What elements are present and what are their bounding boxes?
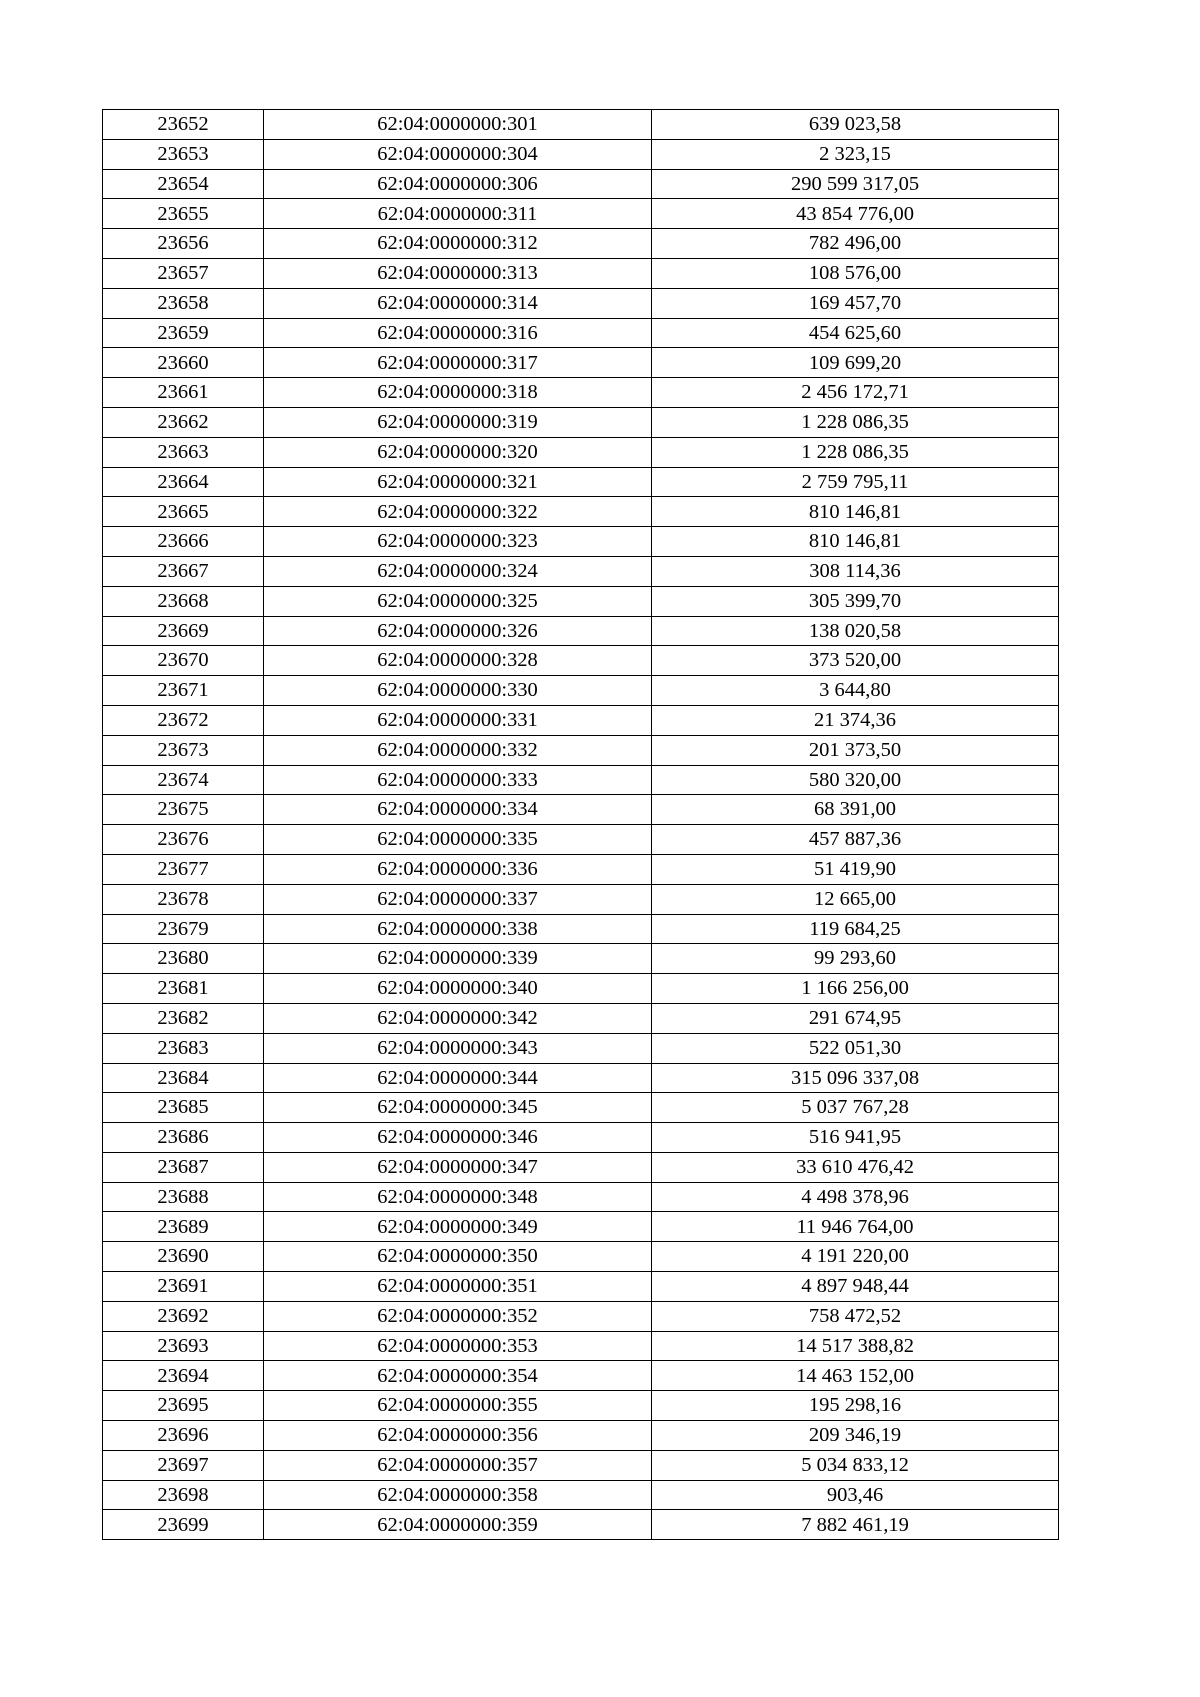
cadastral-number-cell: 62:04:0000000:331: [264, 705, 652, 735]
cadastral-value-cell: 810 146,81: [652, 497, 1059, 527]
cadastral-number-cell: 62:04:0000000:356: [264, 1421, 652, 1451]
cadastral-number-cell: 62:04:0000000:359: [264, 1510, 652, 1540]
cadastral-number-cell: 62:04:0000000:334: [264, 795, 652, 825]
table-row: [103, 854, 1059, 884]
row-number-cell: 23664: [103, 467, 264, 497]
table-row: [103, 884, 1059, 914]
cadastral-number-cell: 62:04:0000000:354: [264, 1361, 652, 1391]
table-row: [103, 199, 1059, 229]
table-row: [103, 616, 1059, 646]
cadastral-value-cell: 109 699,20: [652, 348, 1059, 378]
cadastral-number-cell: 62:04:0000000:357: [264, 1450, 652, 1480]
table-row: [103, 348, 1059, 378]
cadastral-number-cell: 62:04:0000000:301: [264, 110, 652, 140]
row-number-cell: 23654: [103, 169, 264, 199]
row-number-cell: 23684: [103, 1063, 264, 1093]
cadastral-number-cell: 62:04:0000000:352: [264, 1301, 652, 1331]
table-row: [103, 1331, 1059, 1361]
row-number-cell: 23660: [103, 348, 264, 378]
table-row: [103, 288, 1059, 318]
table-body: [103, 110, 1059, 1540]
cadastral-value-cell: 1 228 086,35: [652, 407, 1059, 437]
cadastral-value-cell: 522 051,30: [652, 1033, 1059, 1063]
cadastral-value-cell: 4 897 948,44: [652, 1272, 1059, 1302]
cadastral-value-cell: 169 457,70: [652, 288, 1059, 318]
table-row: [103, 378, 1059, 408]
cadastral-value-cell: 454 625,60: [652, 318, 1059, 348]
cadastral-value-cell: 516 941,95: [652, 1123, 1059, 1153]
cadastral-value-cell: 2 759 795,11: [652, 467, 1059, 497]
cadastral-number-cell: 62:04:0000000:337: [264, 884, 652, 914]
cadastral-number-cell: 62:04:0000000:317: [264, 348, 652, 378]
row-number-cell: 23665: [103, 497, 264, 527]
cadastral-number-cell: 62:04:0000000:314: [264, 288, 652, 318]
cadastral-value-cell: 119 684,25: [652, 914, 1059, 944]
table-row: [103, 467, 1059, 497]
cadastral-value-cell: 11 946 764,00: [652, 1212, 1059, 1242]
row-number-cell: 23678: [103, 884, 264, 914]
table-row: [103, 1272, 1059, 1302]
cadastral-value-cell: 4 498 378,96: [652, 1182, 1059, 1212]
cadastral-value-cell: 68 391,00: [652, 795, 1059, 825]
row-number-cell: 23682: [103, 1003, 264, 1033]
cadastral-value-table: [102, 109, 1059, 1540]
cadastral-number-cell: 62:04:0000000:355: [264, 1391, 652, 1421]
table-row: [103, 1063, 1059, 1093]
row-number-cell: 23699: [103, 1510, 264, 1540]
row-number-cell: 23656: [103, 229, 264, 259]
cadastral-number-cell: 62:04:0000000:330: [264, 676, 652, 706]
table-row: [103, 407, 1059, 437]
cadastral-value-cell: 7 882 461,19: [652, 1510, 1059, 1540]
row-number-cell: 23667: [103, 556, 264, 586]
cadastral-value-cell: 14 463 152,00: [652, 1361, 1059, 1391]
row-number-cell: 23659: [103, 318, 264, 348]
row-number-cell: 23687: [103, 1152, 264, 1182]
row-number-cell: 23689: [103, 1212, 264, 1242]
row-number-cell: 23694: [103, 1361, 264, 1391]
cadastral-value-cell: 373 520,00: [652, 646, 1059, 676]
table-row: [103, 646, 1059, 676]
table-row: [103, 1182, 1059, 1212]
cadastral-number-cell: 62:04:0000000:311: [264, 199, 652, 229]
row-number-cell: 23658: [103, 288, 264, 318]
cadastral-number-cell: 62:04:0000000:322: [264, 497, 652, 527]
cadastral-number-cell: 62:04:0000000:338: [264, 914, 652, 944]
table-row: [103, 765, 1059, 795]
row-number-cell: 23663: [103, 437, 264, 467]
table-row: [103, 1003, 1059, 1033]
row-number-cell: 23686: [103, 1123, 264, 1153]
cadastral-value-cell: 3 644,80: [652, 676, 1059, 706]
table-row: [103, 258, 1059, 288]
row-number-cell: 23690: [103, 1242, 264, 1272]
table-row: [103, 1391, 1059, 1421]
table-row: [103, 735, 1059, 765]
row-number-cell: 23655: [103, 199, 264, 229]
cadastral-value-cell: 2 456 172,71: [652, 378, 1059, 408]
cadastral-number-cell: 62:04:0000000:318: [264, 378, 652, 408]
table-row: [103, 1093, 1059, 1123]
table-row: [103, 586, 1059, 616]
cadastral-value-cell: 5 037 767,28: [652, 1093, 1059, 1123]
table-row: [103, 944, 1059, 974]
cadastral-number-cell: 62:04:0000000:339: [264, 944, 652, 974]
cadastral-value-cell: 1 166 256,00: [652, 974, 1059, 1004]
table-row: [103, 110, 1059, 140]
cadastral-value-cell: 108 576,00: [652, 258, 1059, 288]
cadastral-value-cell: 12 665,00: [652, 884, 1059, 914]
row-number-cell: 23668: [103, 586, 264, 616]
cadastral-value-cell: 51 419,90: [652, 854, 1059, 884]
cadastral-number-cell: 62:04:0000000:316: [264, 318, 652, 348]
cadastral-number-cell: 62:04:0000000:313: [264, 258, 652, 288]
cadastral-number-cell: 62:04:0000000:347: [264, 1152, 652, 1182]
row-number-cell: 23692: [103, 1301, 264, 1331]
table-row: [103, 497, 1059, 527]
cadastral-value-cell: 201 373,50: [652, 735, 1059, 765]
row-number-cell: 23675: [103, 795, 264, 825]
row-number-cell: 23674: [103, 765, 264, 795]
row-number-cell: 23677: [103, 854, 264, 884]
cadastral-number-cell: 62:04:0000000:349: [264, 1212, 652, 1242]
row-number-cell: 23681: [103, 974, 264, 1004]
table-row: [103, 825, 1059, 855]
row-number-cell: 23679: [103, 914, 264, 944]
cadastral-value-cell: 580 320,00: [652, 765, 1059, 795]
cadastral-value-cell: 291 674,95: [652, 1003, 1059, 1033]
cadastral-value-cell: 4 191 220,00: [652, 1242, 1059, 1272]
cadastral-number-cell: 62:04:0000000:345: [264, 1093, 652, 1123]
cadastral-number-cell: 62:04:0000000:344: [264, 1063, 652, 1093]
cadastral-number-cell: 62:04:0000000:312: [264, 229, 652, 259]
table-row: [103, 1152, 1059, 1182]
row-number-cell: 23653: [103, 139, 264, 169]
cadastral-number-cell: 62:04:0000000:325: [264, 586, 652, 616]
table-row: [103, 527, 1059, 557]
table-row: [103, 676, 1059, 706]
cadastral-value-cell: 21 374,36: [652, 705, 1059, 735]
cadastral-number-cell: 62:04:0000000:323: [264, 527, 652, 557]
cadastral-value-cell: 315 096 337,08: [652, 1063, 1059, 1093]
table-row: [103, 139, 1059, 169]
row-number-cell: 23672: [103, 705, 264, 735]
table-row: [103, 1450, 1059, 1480]
cadastral-value-cell: 457 887,36: [652, 825, 1059, 855]
cadastral-value-cell: 209 346,19: [652, 1421, 1059, 1451]
table-row: [103, 1301, 1059, 1331]
row-number-cell: 23683: [103, 1033, 264, 1063]
table-row: [103, 795, 1059, 825]
cadastral-value-cell: 758 472,52: [652, 1301, 1059, 1331]
table-row: [103, 974, 1059, 1004]
row-number-cell: 23657: [103, 258, 264, 288]
cadastral-value-cell: 99 293,60: [652, 944, 1059, 974]
row-number-cell: 23693: [103, 1331, 264, 1361]
cadastral-number-cell: 62:04:0000000:319: [264, 407, 652, 437]
cadastral-value-cell: 305 399,70: [652, 586, 1059, 616]
cadastral-number-cell: 62:04:0000000:333: [264, 765, 652, 795]
row-number-cell: 23688: [103, 1182, 264, 1212]
cadastral-number-cell: 62:04:0000000:343: [264, 1033, 652, 1063]
cadastral-number-cell: 62:04:0000000:353: [264, 1331, 652, 1361]
cadastral-value-cell: 2 323,15: [652, 139, 1059, 169]
cadastral-number-cell: 62:04:0000000:304: [264, 139, 652, 169]
table-row: [103, 1242, 1059, 1272]
cadastral-number-cell: 62:04:0000000:340: [264, 974, 652, 1004]
row-number-cell: 23680: [103, 944, 264, 974]
cadastral-number-cell: 62:04:0000000:342: [264, 1003, 652, 1033]
row-number-cell: 23691: [103, 1272, 264, 1302]
table-row: [103, 318, 1059, 348]
table-row: [103, 914, 1059, 944]
table-row: [103, 1510, 1059, 1540]
cadastral-number-cell: 62:04:0000000:321: [264, 467, 652, 497]
row-number-cell: 23666: [103, 527, 264, 557]
table-row: [103, 169, 1059, 199]
cadastral-value-cell: 810 146,81: [652, 527, 1059, 557]
row-number-cell: 23685: [103, 1093, 264, 1123]
cadastral-number-cell: 62:04:0000000:346: [264, 1123, 652, 1153]
cadastral-number-cell: 62:04:0000000:351: [264, 1272, 652, 1302]
table-row: [103, 1421, 1059, 1451]
cadastral-value-cell: 138 020,58: [652, 616, 1059, 646]
cadastral-number-cell: 62:04:0000000:348: [264, 1182, 652, 1212]
table-row: [103, 1361, 1059, 1391]
cadastral-number-cell: 62:04:0000000:328: [264, 646, 652, 676]
cadastral-number-cell: 62:04:0000000:324: [264, 556, 652, 586]
cadastral-value-cell: 33 610 476,42: [652, 1152, 1059, 1182]
row-number-cell: 23696: [103, 1421, 264, 1451]
table-row: [103, 1123, 1059, 1153]
cadastral-number-cell: 62:04:0000000:306: [264, 169, 652, 199]
cadastral-value-cell: 5 034 833,12: [652, 1450, 1059, 1480]
cadastral-value-cell: 43 854 776,00: [652, 199, 1059, 229]
row-number-cell: 23698: [103, 1480, 264, 1510]
cadastral-value-cell: 14 517 388,82: [652, 1331, 1059, 1361]
table-row: [103, 1033, 1059, 1063]
cadastral-number-cell: 62:04:0000000:326: [264, 616, 652, 646]
table-row: [103, 229, 1059, 259]
table-row: [103, 705, 1059, 735]
row-number-cell: 23662: [103, 407, 264, 437]
cadastral-number-cell: 62:04:0000000:350: [264, 1242, 652, 1272]
row-number-cell: 23671: [103, 676, 264, 706]
cadastral-value-cell: 903,46: [652, 1480, 1059, 1510]
table-row: [103, 1212, 1059, 1242]
table-row: [103, 556, 1059, 586]
row-number-cell: 23673: [103, 735, 264, 765]
cadastral-value-cell: 1 228 086,35: [652, 437, 1059, 467]
cadastral-value-cell: 290 599 317,05: [652, 169, 1059, 199]
row-number-cell: 23669: [103, 616, 264, 646]
row-number-cell: 23661: [103, 378, 264, 408]
cadastral-value-cell: 195 298,16: [652, 1391, 1059, 1421]
cadastral-value-cell: 308 114,36: [652, 556, 1059, 586]
row-number-cell: 23695: [103, 1391, 264, 1421]
row-number-cell: 23697: [103, 1450, 264, 1480]
table-row: [103, 437, 1059, 467]
row-number-cell: 23676: [103, 825, 264, 855]
table-row: [103, 1480, 1059, 1510]
cadastral-number-cell: 62:04:0000000:336: [264, 854, 652, 884]
cadastral-value-cell: 639 023,58: [652, 110, 1059, 140]
cadastral-number-cell: 62:04:0000000:358: [264, 1480, 652, 1510]
cadastral-number-cell: 62:04:0000000:332: [264, 735, 652, 765]
row-number-cell: 23670: [103, 646, 264, 676]
row-number-cell: 23652: [103, 110, 264, 140]
cadastral-number-cell: 62:04:0000000:335: [264, 825, 652, 855]
cadastral-number-cell: 62:04:0000000:320: [264, 437, 652, 467]
cadastral-value-cell: 782 496,00: [652, 229, 1059, 259]
